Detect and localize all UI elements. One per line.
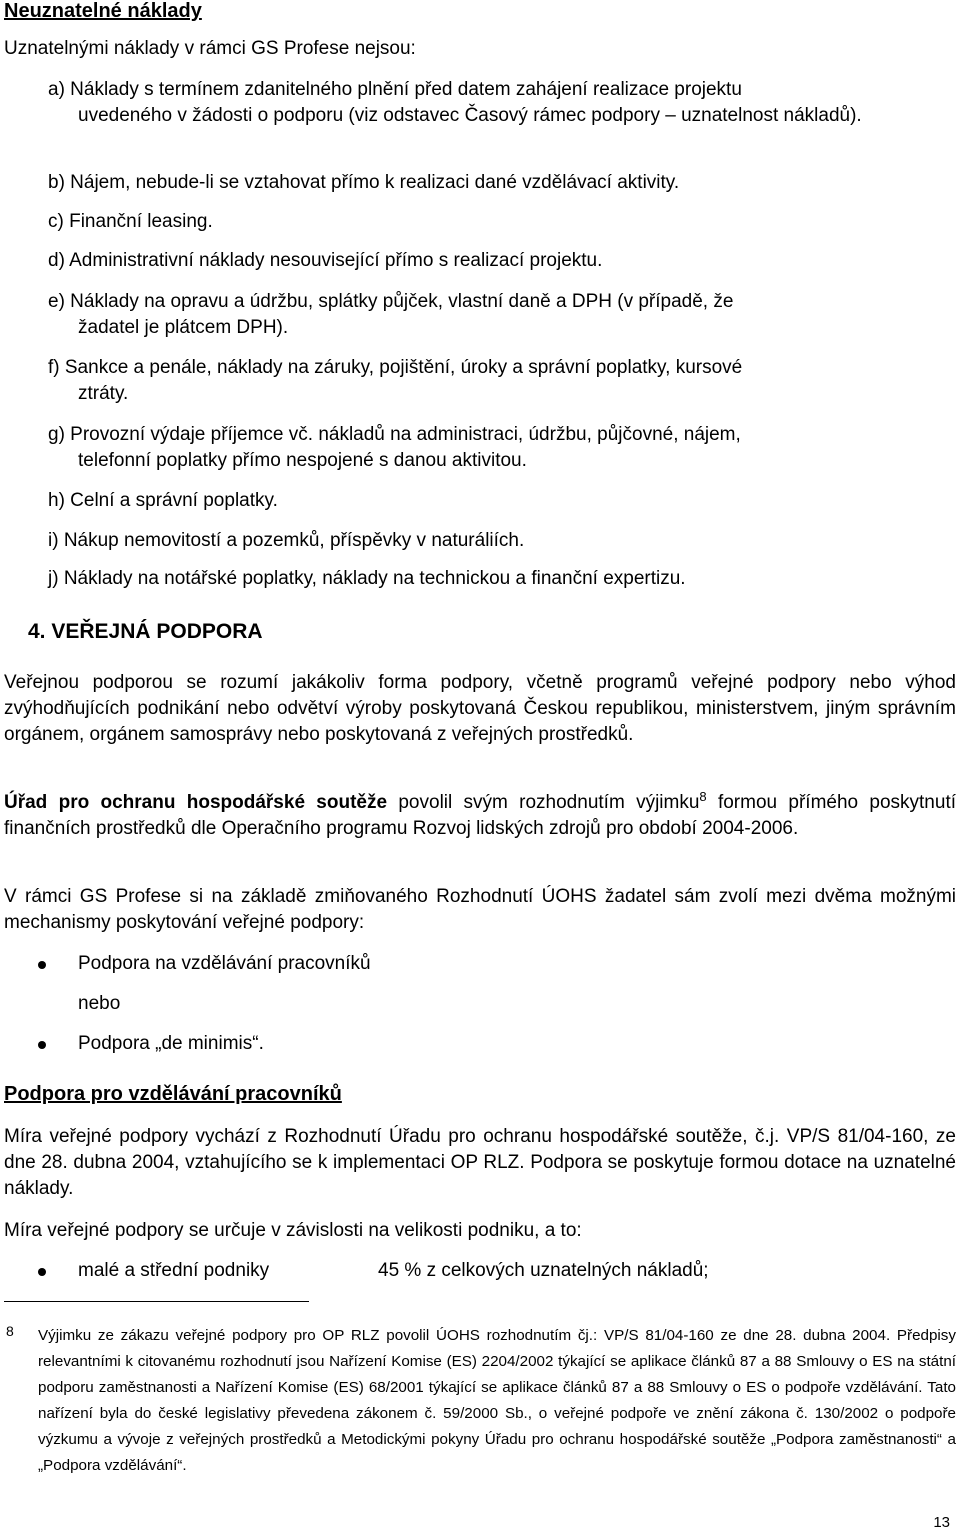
bullet-icon: [38, 961, 46, 969]
chapter-heading: 4. VEŘEJNÁ PODPORA: [28, 620, 263, 643]
list-item-c: c) Finanční leasing.: [48, 211, 213, 232]
section-heading: Neuznatelné náklady: [4, 0, 202, 22]
or-text: nebo: [78, 993, 121, 1014]
list-item-a: a) Náklady s termínem zdanitelného plnění před datem zahájení realizace projektu uvedeného v žádosti o podporu (viz odstavec Časový rámec podpory – uznatelnost nákladů).: [48, 79, 862, 126]
list-item-i: i) Nákup nemovitostí a pozemků, příspěvky v naturáliích.: [48, 530, 525, 551]
list-item-b: b) Nájem, nebude-li se vztahovat přímo k realizaci dané vzdělávací aktivity.: [48, 172, 680, 193]
bullet-training-support: Podpora na vzdělávání pracovníků: [78, 953, 371, 974]
footnote-ref: 8: [699, 789, 707, 804]
paragraph-uohs: Úřad pro ochranu hospodářské soutěže povolil svým rozhodnutím výjimku$^8$ formou přímého poskytnutí finančních prostředků dle Operačního programu Rozvoj lidských zdrojů pro období 2004-2006.: [4, 789, 956, 839]
list-item-e: e) Náklady na opravu a údržbu, splátky půjček, vlastní daně a DPH (v případě, že žadatel je plátcem DPH).: [48, 291, 734, 338]
list-item-g: g) Provozní výdaje příjemce vč. nákladů na administraci, údržbu, půjčovné, nájem, telefonní poplatky přímo nespojené s danou aktivitou.: [48, 424, 741, 471]
paragraph-rate-by-size: Míra veřejné podpory se určuje v závislosti na velikosti podniku, a to:: [4, 1220, 582, 1241]
list-item-j: j) Náklady na notářské poplatky, náklady na technickou a finanční expertizu.: [48, 568, 686, 589]
paragraph-mechanisms: V rámci GS Profese si na základě zmiňovaného Rozhodnutí ÚOHS žadatel sám zvolí mezi dvěma možnými mechanismy poskytování veřejné podpory:: [4, 886, 956, 933]
list-item-d: d) Administrativní náklady nesouvisející přímo s realizací projektu.: [48, 250, 603, 271]
list-item-f: f) Sankce a penále, náklady na záruky, pojištění, úroky a správní poplatky, kursové ztráty.: [48, 357, 743, 404]
list-item-h: h) Celní a správní poplatky.: [48, 490, 278, 511]
footnote-text: Výjimku ze zákazu veřejné podpory pro OP RLZ povolil ÚOHS rozhodnutím čj.: VP/S 81/04-160 ze dne 28. dubna 2004. Předpisy relevantními k citovanému rozhodnutí jsou Nařízení Komise (ES) 2204/2002 týkající se aplikace článků 87 a 88 Smlouvy o ES na státní podporu zaměstnanosti a Nařízení Komise (ES) 68/2001 týkající se aplikace článků 87 a 88 Smlouvy o ES o podpoře vzdělávání. Tato nařízení byla do české legislativy převedena zákonem č. 59/2000 Sb., o veřejné podpoře ve znění zákona č. 130/2002 o podpoře výzkumu a vývoje z veřejných prostředků a Metodickými pokyny Úřadu pro ochranu hospodářské soutěže „Podpora zaměstnanosti“ a „Podpora vzdělávání“.: [38, 1327, 956, 1474]
paragraph-public-support: Veřejnou podporou se rozumí jakákoliv forma podpory, včetně programů veřejné podpory nebo výhod zvýhodňujících podnikání nebo odvětví výroby poskytovaná Českou republikou, ministerstvem, jiným správním orgánem, orgánem samosprávy nebo poskytovaná z veřejných prostředků.: [4, 672, 956, 745]
bullet-sme-label: malé a střední podniky: [78, 1260, 270, 1281]
bullet-icon: [38, 1041, 46, 1049]
footnote-mark: 8: [6, 1323, 14, 1339]
intro-text: Uznatelnými náklady v rámci GS Profese nejsou:: [4, 38, 416, 59]
paragraph-support-rate: Míra veřejné podpory vychází z Rozhodnutí Úřadu pro ochranu hospodářské soutěže, č.j. VP/S 81/04-160, ze dne 28. dubna 2004, vztahujícího se k implementaci OP RLZ. Podpora se poskytuje formou dotace na uznatelné náklady.: [4, 1126, 956, 1199]
bullet-icon: [38, 1268, 46, 1276]
bullet-sme-value: 45 % z celkových uznatelných nákladů;: [378, 1260, 709, 1281]
page-number: 13: [933, 1514, 950, 1531]
footnote-separator: [4, 1301, 309, 1302]
subheading-training: Podpora pro vzdělávání pracovníků: [4, 1083, 342, 1105]
bullet-de-minimis: Podpora „de minimis“.: [78, 1033, 264, 1054]
uohs-name: Úřad pro ochranu hospodářské soutěže: [4, 792, 388, 813]
